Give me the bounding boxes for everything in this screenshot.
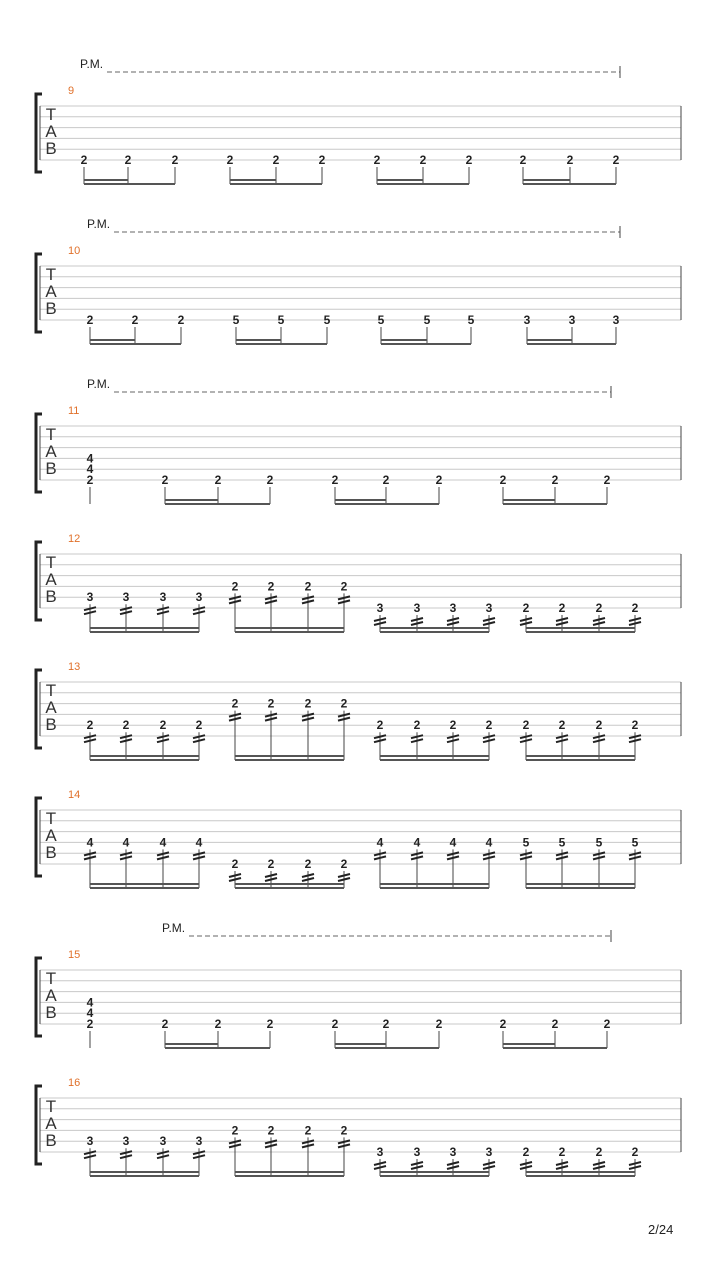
bar-number: 14 (68, 789, 81, 801)
fret-number: 2 (413, 718, 421, 733)
bar-number: 13 (68, 661, 81, 673)
fret-number: 2 (86, 473, 94, 487)
fret-number: 2 (86, 313, 94, 327)
fret-number: 2 (522, 601, 530, 615)
fret-number: 2 (382, 473, 390, 487)
fret-number: 2 (267, 857, 275, 871)
fret-number: 2 (331, 1017, 339, 1031)
fret-number: 3 (523, 313, 531, 327)
fret-number: 3 (195, 1134, 203, 1149)
fret-number: 3 (195, 590, 203, 605)
fret-number: 3 (413, 601, 421, 615)
fret-number: 2 (522, 1145, 530, 1159)
fret-number: 3 (159, 590, 167, 605)
fret-number: 2 (331, 473, 339, 487)
fret-number: 3 (485, 601, 493, 615)
palm-mute-label: P.M. (87, 377, 111, 391)
fret-number: 3 (376, 601, 384, 615)
fret-number: 2 (122, 718, 130, 733)
fret-number: 3 (449, 1145, 457, 1159)
fret-number: 4 (86, 1006, 94, 1021)
fret-number: 2 (595, 1145, 603, 1159)
fret-number: 2 (519, 153, 527, 167)
tab-clef-letter: B (45, 843, 57, 862)
tab-clef-letter: T (45, 265, 57, 284)
fret-number: 2 (558, 1145, 566, 1159)
fret-number: 5 (631, 835, 639, 850)
fret-number: 2 (603, 473, 611, 487)
fret-number: 2 (558, 601, 566, 615)
fret-number: 2 (522, 718, 530, 733)
fret-number: 4 (86, 995, 94, 1010)
fret-number: 5 (522, 835, 530, 850)
tab-clef-letter: T (45, 681, 57, 700)
fret-number: 2 (80, 153, 88, 167)
fret-number: 3 (376, 1145, 384, 1159)
fret-number: 2 (631, 1145, 639, 1159)
tab-clef-letter: B (45, 459, 57, 478)
fret-number: 5 (232, 313, 240, 327)
bar-number: 11 (68, 405, 80, 417)
fret-number: 2 (318, 153, 326, 167)
fret-number: 3 (612, 313, 620, 327)
fret-number: 2 (465, 153, 473, 167)
fret-number: 2 (558, 718, 566, 733)
fret-number: 2 (551, 1017, 559, 1031)
fret-number: 2 (382, 1017, 390, 1031)
tab-clef-letter: T (45, 553, 57, 572)
fret-number: 2 (195, 718, 203, 733)
tab-clef-letter: T (45, 1097, 57, 1116)
fret-number: 2 (304, 1123, 312, 1138)
palm-mute-label: P.M. (87, 217, 111, 231)
fret-number: 2 (161, 473, 169, 487)
tab-clef-letter: A (45, 986, 57, 1005)
fret-number: 2 (499, 1017, 507, 1031)
fret-number: 2 (131, 313, 139, 327)
fret-number: 4 (86, 462, 94, 477)
fret-number: 4 (86, 451, 94, 466)
fret-number: 3 (122, 590, 130, 605)
fret-number: 4 (413, 835, 421, 850)
fret-number: 2 (304, 857, 312, 871)
palm-mute-label: P.M. (80, 57, 104, 71)
fret-number: 2 (159, 718, 167, 733)
fret-number: 2 (267, 696, 275, 711)
fret-number: 2 (551, 473, 559, 487)
palm-mute-label: P.M. (162, 921, 186, 935)
fret-number: 2 (373, 153, 381, 167)
fret-number: 3 (568, 313, 576, 327)
tab-clef-letter: A (45, 282, 57, 301)
fret-number: 3 (413, 1145, 421, 1159)
fret-number: 2 (86, 718, 94, 733)
fret-number: 5 (377, 313, 385, 327)
fret-number: 3 (159, 1134, 167, 1149)
fret-number: 2 (499, 473, 507, 487)
fret-number: 2 (231, 579, 239, 594)
fret-number: 2 (267, 1123, 275, 1138)
fret-number: 3 (122, 1134, 130, 1149)
fret-number: 2 (603, 1017, 611, 1031)
fret-number: 2 (340, 696, 348, 711)
tab-clef-letter: B (45, 715, 57, 734)
fret-number: 4 (159, 835, 167, 850)
fret-number: 4 (376, 835, 384, 850)
tab-clef-letter: B (45, 1131, 57, 1150)
fret-number: 2 (267, 579, 275, 594)
fret-number: 4 (86, 835, 94, 850)
fret-number: 2 (435, 1017, 443, 1031)
fret-number: 2 (86, 1017, 94, 1031)
tab-clef-letter: B (45, 1003, 57, 1022)
fret-number: 2 (376, 718, 384, 733)
fret-number: 2 (177, 313, 185, 327)
fret-number: 3 (485, 1145, 493, 1159)
fret-number: 5 (423, 313, 431, 327)
fret-number: 2 (231, 696, 239, 711)
fret-number: 2 (231, 1123, 239, 1138)
bar-number: 12 (68, 533, 81, 545)
fret-number: 2 (485, 718, 493, 733)
page-number: 2/24 (648, 1222, 674, 1237)
tab-clef-letter: T (45, 105, 57, 124)
fret-number: 2 (266, 1017, 274, 1031)
tab-clef-letter: A (45, 826, 57, 845)
fret-number: 4 (449, 835, 457, 850)
tab-clef-letter: A (45, 122, 57, 141)
fret-number: 2 (340, 1123, 348, 1138)
fret-number: 5 (558, 835, 566, 850)
tab-clef-letter: B (45, 139, 57, 158)
fret-number: 2 (612, 153, 620, 167)
fret-number: 2 (449, 718, 457, 733)
fret-number: 2 (304, 696, 312, 711)
fret-number: 2 (340, 857, 348, 871)
tab-clef-letter: T (45, 969, 57, 988)
tab-clef-letter: A (45, 570, 57, 589)
fret-number: 5 (595, 835, 603, 850)
fret-number: 2 (214, 473, 222, 487)
fret-number: 4 (485, 835, 493, 850)
fret-number: 3 (86, 1134, 94, 1149)
fret-number: 2 (272, 153, 280, 167)
fret-number: 2 (226, 153, 234, 167)
fret-number: 2 (595, 718, 603, 733)
fret-number: 4 (122, 835, 130, 850)
tab-clef-letter: A (45, 442, 57, 461)
fret-number: 2 (566, 153, 574, 167)
bar-number: 16 (68, 1077, 81, 1089)
fret-number: 4 (195, 835, 203, 850)
tab-clef-letter: A (45, 698, 57, 717)
fret-number: 2 (595, 601, 603, 615)
tab-clef-letter: B (45, 299, 57, 318)
bar-number: 9 (68, 85, 75, 97)
fret-number: 2 (124, 153, 132, 167)
fret-number: 3 (449, 601, 457, 615)
fret-number: 2 (231, 857, 239, 871)
fret-number: 2 (161, 1017, 169, 1031)
tab-clef-letter: B (45, 587, 57, 606)
fret-number: 2 (304, 579, 312, 594)
tab-clef-letter: A (45, 1114, 57, 1133)
fret-number: 2 (171, 153, 179, 167)
fret-number: 2 (266, 473, 274, 487)
fret-number: 2 (340, 579, 348, 594)
fret-number: 2 (631, 601, 639, 615)
fret-number: 5 (467, 313, 475, 327)
tab-clef-letter: T (45, 809, 57, 828)
tab-clef-letter: T (45, 425, 57, 444)
fret-number: 3 (86, 590, 94, 605)
fret-number: 2 (435, 473, 443, 487)
fret-number: 2 (419, 153, 427, 167)
bar-number: 10 (68, 245, 81, 257)
fret-number: 2 (214, 1017, 222, 1031)
fret-number: 2 (631, 718, 639, 733)
fret-number: 5 (323, 313, 331, 327)
fret-number: 5 (277, 313, 285, 327)
bar-number: 15 (68, 949, 81, 961)
